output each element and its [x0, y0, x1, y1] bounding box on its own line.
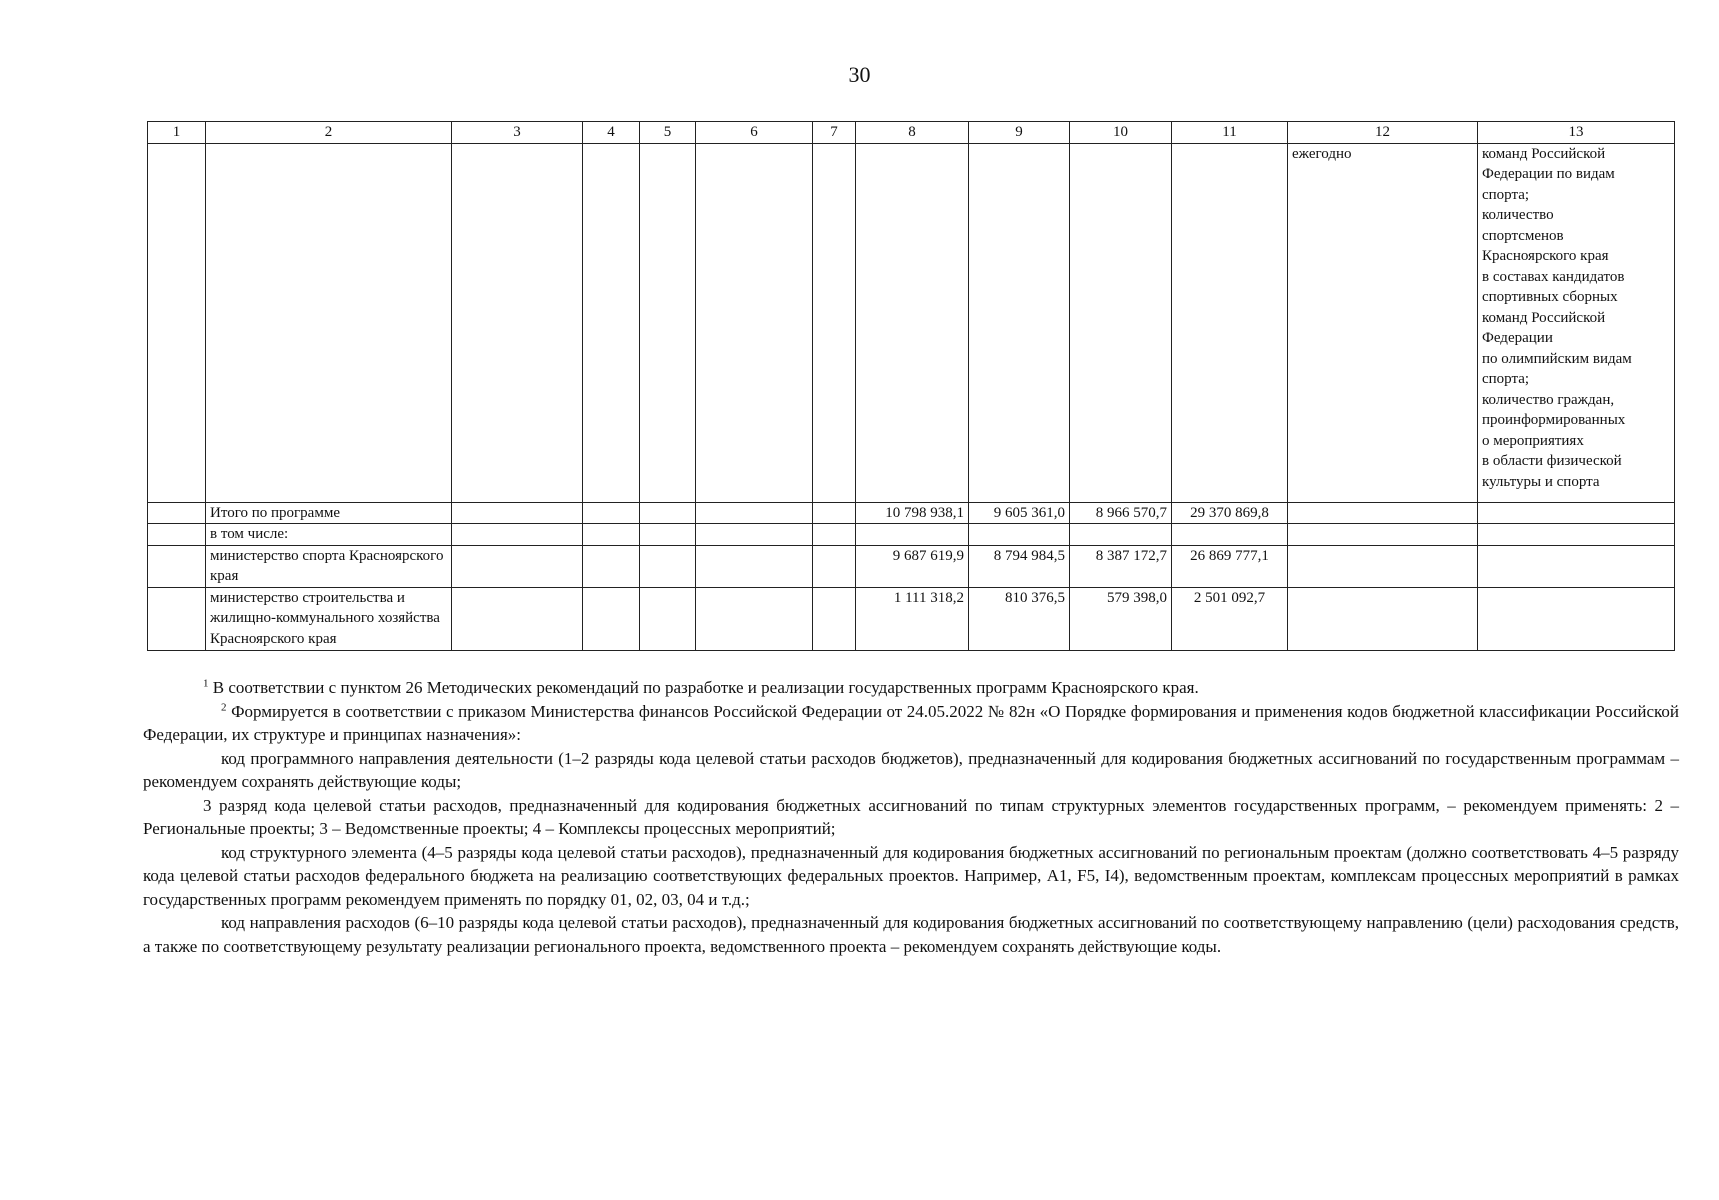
row-name: министерство строительства и жилищно-коммунального хозяйства Красноярского края — [206, 587, 452, 650]
indicator-line: Красноярского края — [1482, 248, 1609, 264]
footnote — [143, 676, 1679, 700]
indicator-line: команд Российской — [1482, 145, 1606, 162]
indicator-line: в области физической — [1482, 453, 1622, 469]
cell-col11: 2 501 092,7 — [1172, 587, 1288, 650]
cell-col8: 1 111 318,2 — [856, 587, 969, 650]
cell-col11: 29 370 869,8 — [1172, 502, 1288, 524]
cell-col9: 810 376,5 — [969, 587, 1070, 650]
row-name: в том числе: — [206, 524, 452, 546]
budget-table — [147, 121, 1675, 651]
row-name: министерство спорта Красноярского края — [206, 545, 452, 587]
footnote-paragraph: код структурного элемента (4–5 разряды кода целевой статьи расходов), предназначенный для кодирования бюджетных ассигнований по региональным проектам (должно соответствовать 4–5 разряду кода целевой статьи расходов федерального бюджета на реализацию соответствующих федеральных проектов. Например, А1, F5, I4), ведомственным проектам, комплексам процессных мероприятий в рамках государственных программ рекомендуем применять по порядку 01, 02, 03, 04 и т.д.; — [143, 842, 1679, 909]
column-header: 8 — [856, 122, 969, 144]
cell-col10: 8 387 172,7 — [1070, 545, 1172, 587]
indicator-line: количество граждан, — [1482, 391, 1615, 408]
table-row — [148, 545, 1675, 587]
column-header: 11 — [1172, 122, 1288, 144]
indicator-line: спорта; — [1482, 371, 1530, 387]
indicator-line: спорта; — [1482, 186, 1530, 203]
cell-col10: 8 966 570,7 — [1070, 502, 1172, 524]
column-header: 10 — [1070, 122, 1172, 144]
table-row — [148, 587, 1675, 650]
indicator-line: по олимпийским видам — [1482, 350, 1632, 367]
cell-col8: 9 687 619,9 — [856, 545, 969, 587]
column-header: 6 — [696, 122, 813, 144]
indicator-line: количество — [1482, 207, 1554, 223]
continuation-row — [148, 143, 1675, 502]
indicator-line: Федерации по видам — [1482, 166, 1615, 182]
footnote — [143, 700, 1679, 747]
footnote-paragraph: код направления расходов (6–10 разряды кода целевой статьи расходов), предназначенный для кодирования бюджетных ассигнований по соответствующему направлению (цели) расходования средств, а также по соответствующему результату реализации регионального проекта, ведомственного проекта – рекомендуем сохранять действующие коды. — [143, 913, 1679, 956]
column-header: 1 — [148, 122, 206, 144]
cell-col11: 26 869 777,1 — [1172, 545, 1288, 587]
footnotes — [143, 676, 1679, 958]
footnote-paragraph: код программного направления деятельности (1–2 разряды кода целевой статьи расходов бюджетов), предназначенный для кодирования бюджетных ассигнований по государственным программам – рекомендуем сохранять действующие коды; — [143, 748, 1679, 791]
cell-col8: 10 798 938,1 — [856, 502, 969, 524]
indicator-line: спортсменов — [1482, 227, 1564, 244]
frequency-cell: ежегодно — [1288, 143, 1478, 502]
indicators-cell — [1478, 143, 1675, 502]
indicator-line: проинформированных — [1482, 412, 1626, 428]
column-header: 12 — [1288, 122, 1478, 144]
indicator-line: спортивных сборных — [1482, 289, 1618, 305]
column-header: 4 — [583, 122, 640, 144]
cell-col8 — [856, 524, 969, 546]
cell-col9: 8 794 984,5 — [969, 545, 1070, 587]
column-header: 5 — [640, 122, 696, 144]
cell-col9 — [969, 524, 1070, 546]
indicator-line: о мероприятиях — [1482, 432, 1584, 449]
cell-col10 — [1070, 524, 1172, 546]
footnote-paragraph: 3 разряд кода целевой статьи расходов, предназначенный для кодирования бюджетных ассигнований по типам структурных элементов государственных программ, – рекомендуем применять: 2 – Региональные проекты; 3 – Ведомственные проекты; 4 – Комплексы процессных мероприятий; — [143, 795, 1679, 838]
indicator-line: в составах кандидатов — [1482, 268, 1625, 285]
indicator-line: Федерации — [1482, 330, 1553, 346]
column-header: 13 — [1478, 122, 1675, 144]
cell-col11 — [1172, 524, 1288, 546]
indicator-line: команд Российской — [1482, 309, 1606, 326]
footnote-marker: 2 — [221, 700, 227, 713]
column-number-row — [148, 122, 1675, 144]
footnote-text: В соответствии с пунктом 26 Методических рекомендаций по разработке и реализации государственных программ Красноярского края. — [212, 678, 1199, 697]
footnote-text: Формируется в соответствии с приказом Министерства финансов Российской Федерации от 24.05.2022 № 82н «О Порядке формирования и применения кодов бюджетной классификации Российской Федерации, их структуре и принципах назначения»: — [143, 701, 1679, 744]
column-header: 3 — [452, 122, 583, 144]
indicator-line: культуры и спорта — [1482, 473, 1600, 490]
table-row — [148, 524, 1675, 546]
footnote-marker: 1 — [203, 677, 209, 690]
column-header: 7 — [813, 122, 856, 144]
column-header: 9 — [969, 122, 1070, 144]
page-number: 30 — [848, 62, 871, 87]
row-name: Итого по программе — [206, 502, 452, 524]
cell-col9: 9 605 361,0 — [969, 502, 1070, 524]
column-header: 2 — [206, 122, 452, 144]
table-row-total — [148, 502, 1675, 524]
cell-col10: 579 398,0 — [1070, 587, 1172, 650]
